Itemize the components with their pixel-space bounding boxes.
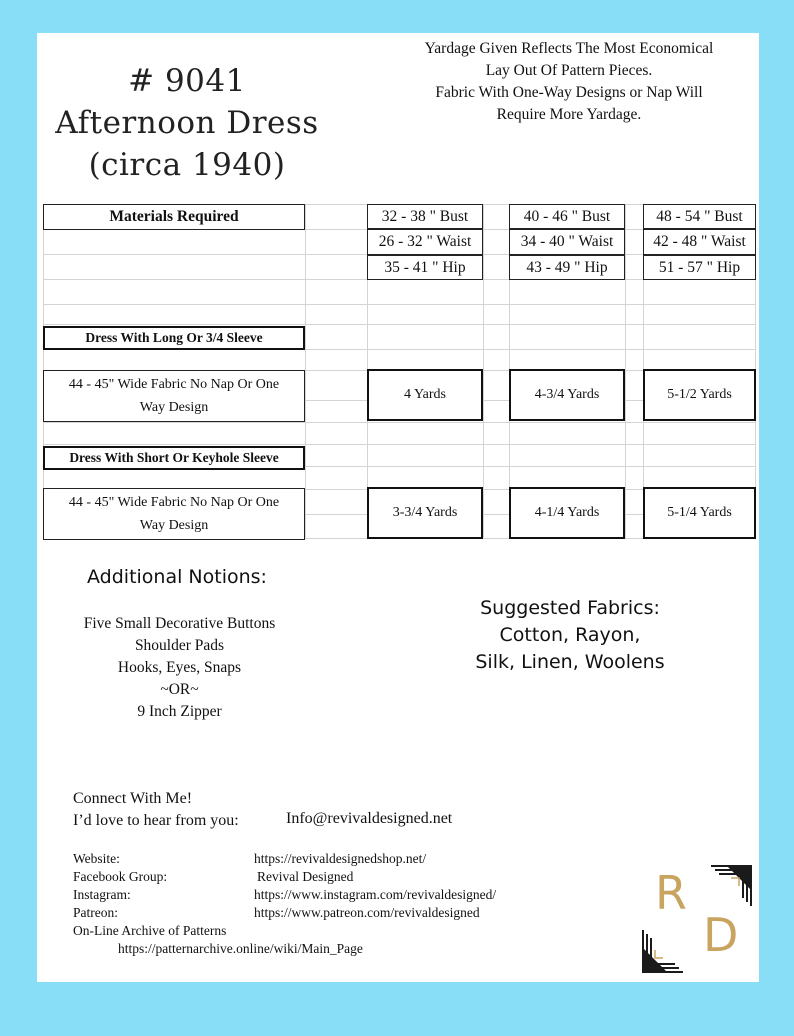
list-item: 9 Inch Zipper xyxy=(137,703,222,720)
short-sleeve-yards-2: 4-1/4 Yards xyxy=(509,487,625,539)
facebook-link[interactable]: Revival Designed xyxy=(257,869,354,884)
page-title: Afternoon Dress xyxy=(55,105,319,141)
size-2-waist: 34 - 40 " Waist xyxy=(509,229,625,255)
contact-email[interactable]: Info@revivaldesigned.net xyxy=(286,810,453,827)
instagram-label: Instagram: xyxy=(73,887,131,902)
facebook-label: Facebook Group: xyxy=(73,869,168,884)
long-sleeve-yards-3: 5-1/2 Yards xyxy=(643,369,756,421)
archive-label: On-Line Archive of Patterns xyxy=(73,923,227,938)
pattern-sheet xyxy=(37,33,759,982)
short-sleeve-yards-1: 3-3/4 Yards xyxy=(367,487,483,539)
contact-line: I’d love to hear from you: xyxy=(73,812,239,829)
logo-letter-d: D xyxy=(703,908,739,962)
logo-graphic xyxy=(635,860,759,980)
patreon-label: Patreon: xyxy=(73,905,118,920)
section-long-sleeve-fabric: 44 - 45" Wide Fabric No Nap Or One Way Design xyxy=(43,370,305,422)
archive-link[interactable]: https://patternarchive.online/wiki/Main_Page xyxy=(118,941,363,956)
suggested-fabrics: Suggested Fabrics: Cotton, Rayon, Silk, Linen, Woolens xyxy=(455,595,685,676)
size-3-hip: 51 - 57 " Hip xyxy=(643,255,756,280)
long-sleeve-yards-1: 4 Yards xyxy=(367,369,483,421)
pattern-number: # 9041 xyxy=(128,63,246,99)
section-short-sleeve-fabric: 44 - 45" Wide Fabric No Nap Or One Way Design xyxy=(43,488,305,540)
size-1-bust: 32 - 38 " Bust xyxy=(367,204,483,229)
fabrics-heading: Suggested Fabrics: xyxy=(480,597,660,619)
section-short-sleeve-label: Dress With Short Or Keyhole Sleeve xyxy=(43,446,305,470)
section-long-sleeve-label: Dress With Long Or 3/4 Sleeve xyxy=(43,326,305,350)
list-item: Five Small Decorative Buttons xyxy=(83,615,276,632)
notions-list xyxy=(57,613,302,723)
size-1-waist: 26 - 32 " Waist xyxy=(367,229,483,255)
website-link[interactable]: https://revivaldesignedshop.net/ xyxy=(254,851,427,866)
size-1-hip: 35 - 41 " Hip xyxy=(367,255,483,280)
size-2-hip: 43 - 49 " Hip xyxy=(509,255,625,280)
page-subtitle: (circa 1940) xyxy=(88,147,286,183)
logo-letter-r: R xyxy=(655,866,687,920)
materials-table xyxy=(43,204,756,539)
website-label: Website: xyxy=(73,851,120,866)
contact-heading: Connect With Me! xyxy=(73,790,193,807)
revival-designed-logo xyxy=(635,860,759,980)
size-3-waist: 42 - 48 " Waist xyxy=(643,229,756,255)
yardage-note: Yardage Given Reflects The Most Economical Lay Out Of Pattern Pieces. Fabric With One-Way Designs or Nap Will Require More Yardage. xyxy=(424,40,714,123)
size-2-bust: 40 - 46 " Bust xyxy=(509,204,625,229)
materials-required-label: Materials Required xyxy=(43,204,305,230)
long-sleeve-yards-2: 4-3/4 Yards xyxy=(509,369,625,421)
instagram-link[interactable]: https://www.instagram.com/revivaldesigned/ xyxy=(254,887,497,902)
short-sleeve-yards-3: 5-1/4 Yards xyxy=(643,487,756,539)
list-item: Hooks, Eyes, Snaps xyxy=(117,659,242,676)
patreon-link[interactable]: https://www.patreon.com/revivaldesigned xyxy=(254,905,480,920)
contact-block xyxy=(73,788,239,832)
size-3-bust: 48 - 54 " Bust xyxy=(643,204,756,229)
list-item: ~OR~ xyxy=(160,681,199,698)
notions-heading: Additional Notions: xyxy=(87,566,267,588)
list-item: Shoulder Pads xyxy=(134,637,225,654)
